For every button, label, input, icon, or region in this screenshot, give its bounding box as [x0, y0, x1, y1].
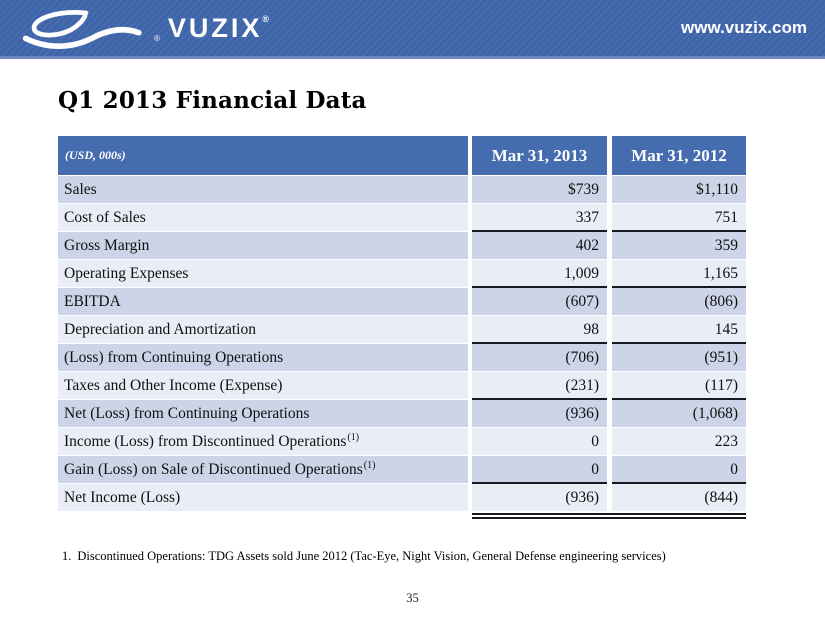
top-banner: [0, 0, 825, 56]
financial-table: [58, 136, 746, 519]
table-row: [58, 484, 746, 511]
registered-mark: ®: [262, 13, 273, 24]
value-2013: (231): [472, 372, 607, 399]
value-2012: 1,165: [612, 260, 746, 287]
footnote: [62, 549, 825, 564]
table-body: [58, 176, 746, 511]
unit-header-cell: (USD, 000s): [58, 136, 468, 175]
value-2012: (844): [612, 484, 746, 511]
value-2012: (1,068): [612, 400, 746, 427]
row-label: Cost of Sales: [58, 204, 468, 231]
value-2012: 359: [612, 232, 746, 259]
value-2012: (117): [612, 372, 746, 399]
table-row: [58, 288, 746, 315]
value-2012: 145: [612, 316, 746, 343]
website-url: www.vuzix.com: [681, 18, 807, 37]
slide-content: [0, 87, 825, 605]
row-label: EBITDA: [58, 288, 468, 315]
column-header-2012: Mar 31, 2012: [612, 136, 746, 175]
table-row: [58, 204, 746, 231]
value-2012: 751: [612, 204, 746, 231]
footnote-text: Discontinued Operations: TDG Assets sold June 2012 (Tac-Eye, Night Vision, General Defense engineering services): [77, 549, 666, 563]
vuzix-swoosh-icon: [20, 5, 152, 51]
footnote-reference: (1): [363, 459, 376, 471]
value-2012: 223: [612, 428, 746, 455]
value-2013: 337: [472, 204, 607, 231]
table-row: [58, 316, 746, 343]
row-label: Depreciation and Amortization: [58, 316, 468, 343]
vuzix-logo: [20, 5, 272, 51]
value-2013: (936): [472, 400, 607, 427]
table-row: [58, 260, 746, 287]
value-2013: 1,009: [472, 260, 607, 287]
row-label: (Loss) from Continuing Operations: [58, 344, 468, 371]
value-2013: (936): [472, 484, 607, 511]
value-2013: (607): [472, 288, 607, 315]
row-label: Net (Loss) from Continuing Operations: [58, 400, 468, 427]
table-row: [58, 428, 746, 455]
column-header-2013: Mar 31, 2013: [472, 136, 607, 175]
row-label: Gross Margin: [58, 232, 468, 259]
value-2013: (706): [472, 344, 607, 371]
table-row: [58, 400, 746, 427]
row-label: Income (Loss) from Discontinued Operations (1): [58, 428, 468, 455]
value-2013: 0: [472, 428, 607, 455]
value-2013: 0: [472, 456, 607, 483]
value-2012: (806): [612, 288, 746, 315]
row-label: Gain (Loss) on Sale of Discontinued Operations (1): [58, 456, 468, 483]
table-row: [58, 176, 746, 203]
vuzix-wordmark: VUZIX®: [167, 12, 273, 43]
table-row: [58, 456, 746, 483]
table-row: [58, 232, 746, 259]
row-label: Taxes and Other Income (Expense): [58, 372, 468, 399]
table-row: [58, 372, 746, 399]
page-title: Q1 2013 Financial Data: [58, 87, 367, 114]
footnote-number: 1.: [62, 549, 72, 563]
double-underline: [472, 513, 746, 519]
row-label: Sales: [58, 176, 468, 203]
registered-mark: ®: [154, 34, 160, 43]
row-label: Operating Expenses: [58, 260, 468, 287]
table-row: [58, 344, 746, 371]
table-header-row: [58, 136, 746, 175]
footnote-reference: (1): [347, 431, 360, 443]
row-label: Net Income (Loss): [58, 484, 468, 511]
value-2012: (951): [612, 344, 746, 371]
page-number: 35: [406, 591, 419, 605]
value-2012: 0: [612, 456, 746, 483]
value-2013: $739: [472, 176, 607, 203]
value-2012: $1,110: [612, 176, 746, 203]
value-2013: 402: [472, 232, 607, 259]
banner-divider: [0, 56, 825, 59]
value-2013: 98: [472, 316, 607, 343]
